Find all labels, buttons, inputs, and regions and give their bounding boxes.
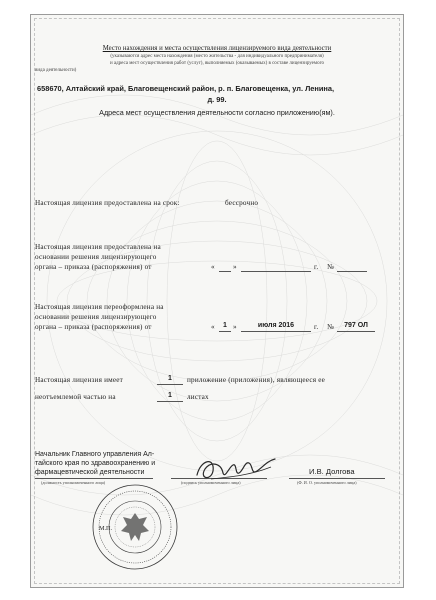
signatory-name: И.В. Долгова — [309, 467, 355, 476]
appendix-suffix: приложение (приложения), являющееся ее — [187, 376, 325, 384]
reissued-date-line — [241, 331, 311, 332]
granted-date-line — [241, 271, 311, 272]
appendix-sheets: 1 — [168, 392, 172, 399]
name-line — [289, 478, 385, 479]
license-sheet — [30, 14, 404, 588]
stamp-mp-label: М.П. — [99, 525, 113, 532]
granted-number-label: № — [327, 263, 335, 271]
header-title: Место нахождения и места осуществления лицензируемого вида деятельности — [102, 45, 332, 52]
reissued-month-year: июля 2016 — [257, 322, 295, 329]
appendix-sheets-line — [157, 401, 183, 402]
granted-line-2: основании решения лицензирующего — [35, 253, 157, 261]
term-value: бессрочно — [225, 199, 259, 207]
appendix-line2-prefix: неотъемлемой частью на — [35, 393, 116, 401]
reissued-number-line — [337, 331, 375, 332]
address-line-2: д. 99. — [207, 95, 227, 104]
signatory-position-2: тайского края по здравоохранению и — [35, 460, 156, 467]
appendix-count: 1 — [168, 375, 172, 382]
reissued-line-1: Настоящая лицензия переоформлена на — [35, 303, 164, 311]
reissued-quote-open: « — [211, 323, 215, 331]
header-note-3: вида деятельности) — [35, 68, 77, 73]
reissued-quote-close: » — [233, 323, 237, 331]
reissued-year-suffix: г. — [314, 323, 319, 331]
appendix-sheets-label: листах — [187, 393, 209, 401]
signatory-position-3: фармацевтической деятельности — [35, 469, 145, 476]
term-label: Настоящая лицензия предоставлена на срок: — [35, 199, 180, 207]
reissued-day: 1 — [223, 322, 227, 329]
granted-year-suffix: г. — [314, 263, 319, 271]
signatory-position-line — [35, 478, 153, 479]
signatory-position-caption: (должность уполномоченного лица) — [41, 480, 106, 485]
header-note-2: и адреса мест осуществления работ (услуг), выполняемых (оказываемых) в составе лицензируемого — [109, 61, 324, 66]
reissued-day-line — [219, 331, 231, 332]
reissued-number: 797 ОЛ — [344, 322, 368, 329]
header-note-1: (указываются адрес места нахождения (место жительства - для индивидуального предпринимателя) — [110, 54, 324, 59]
address-line-1: 658670, Алтайский край, Благовещенский район, р. п. Благовещенка, ул. Ленина, — [37, 84, 335, 93]
reissued-line-2: основании решения лицензирующего — [35, 313, 157, 321]
granted-quote-close: » — [233, 263, 237, 271]
granted-line-1: Настоящая лицензия предоставлена на — [35, 243, 161, 251]
granted-day-line — [219, 271, 231, 272]
granted-number-line — [337, 271, 367, 272]
signature-caption: (подпись уполномоченного лица) — [181, 480, 241, 485]
granted-line-3: органа – приказа (распоряжения) от — [35, 263, 152, 271]
handwritten-signature — [191, 453, 281, 485]
reissued-line-3: органа – приказа (распоряжения) от — [35, 323, 152, 331]
granted-quote-open: « — [211, 263, 215, 271]
appendix-count-line — [157, 384, 183, 385]
address-line-3: Адреса мест осуществления деятельности согласно приложению(ям). — [99, 108, 335, 117]
signatory-position-1: Начальник Главного управления Ал- — [35, 451, 155, 458]
name-caption: (Ф. И. О. уполномоченного лица) — [297, 480, 357, 485]
reissued-number-label: № — [327, 323, 335, 331]
appendix-prefix: Настоящая лицензия имеет — [35, 376, 124, 384]
